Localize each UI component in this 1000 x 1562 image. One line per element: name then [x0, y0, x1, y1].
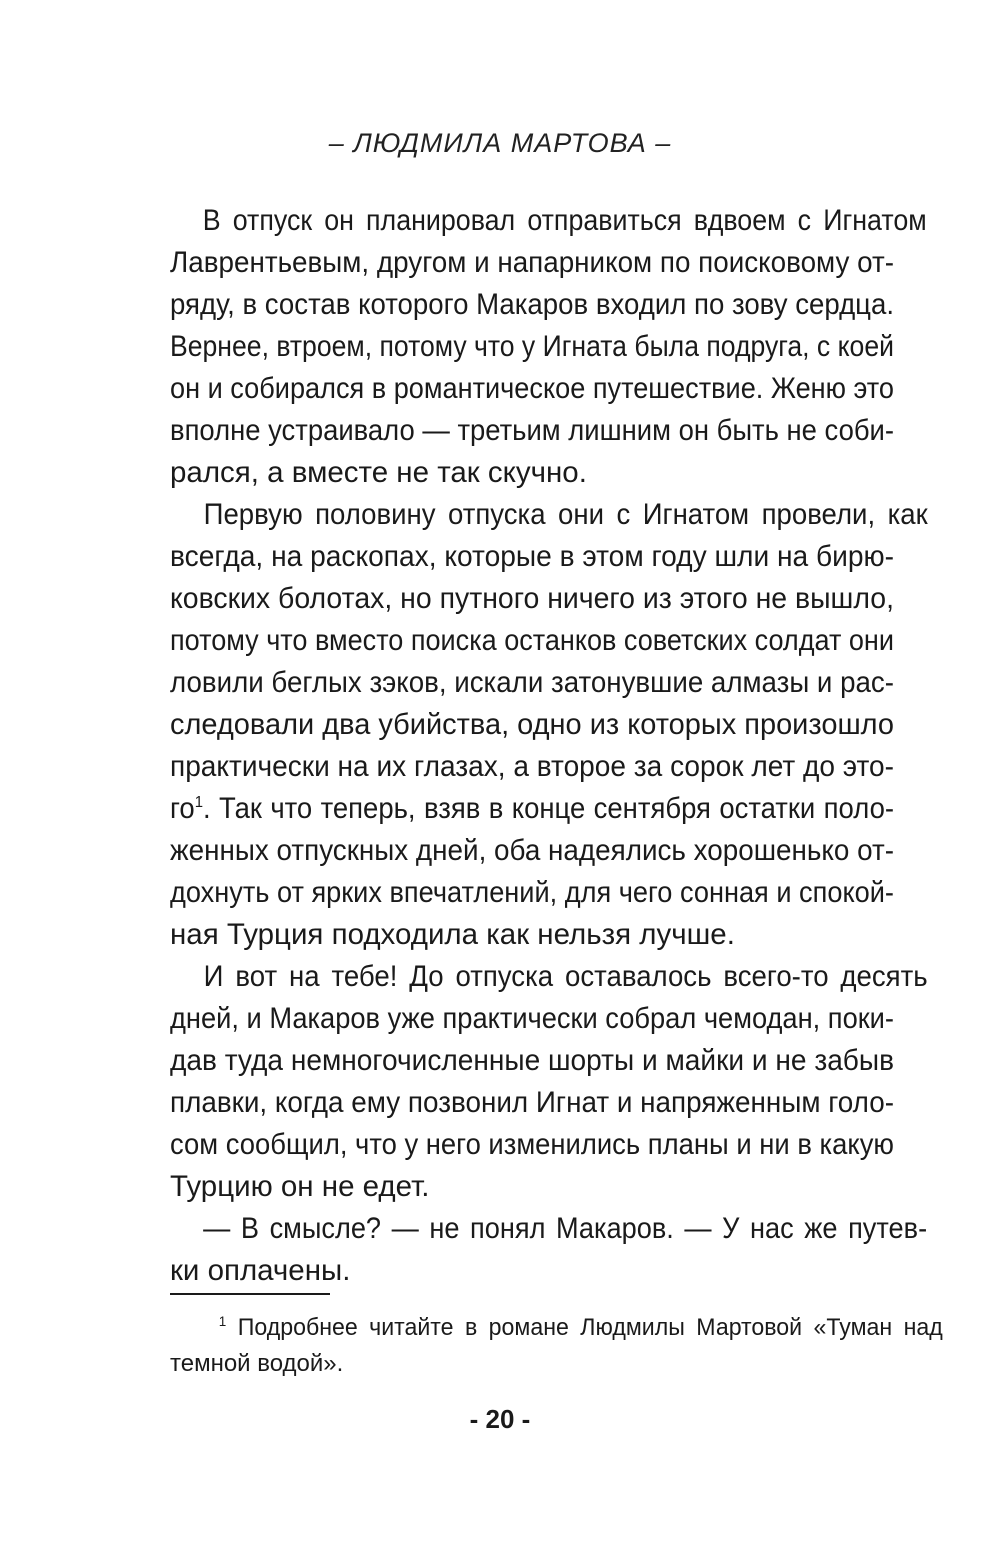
text-line: дав туда немногочисленные шорты и майки и не забыв: [170, 1044, 895, 1077]
text-line: дохнуть от ярких впечатлений, для чего сонная и спокой-: [170, 876, 894, 909]
text-line: дней, и Макаров уже практически собрал чемодан, поки-: [170, 1002, 894, 1035]
text-line: женных отпускных дней, оба надеялись хорошенько от-: [170, 834, 894, 867]
footnote-text: Подробнее читайте в романе Людмилы Мартовой «Туман над: [237, 1314, 943, 1341]
text-line: Турцию он не едет.: [170, 1170, 430, 1203]
text-line: практически на их глазах, а второе за сорок лет до это-: [170, 750, 894, 783]
body-text: [170, 200, 928, 1292]
text-line: он и собирался в романтическое путешествие. Женю это: [170, 372, 894, 405]
text-line: вполне устраивало — третьим лишним он быть не соби-: [170, 414, 895, 447]
text-line: Вернее, втроем, потому что у Игната была подруга, с коей: [170, 330, 894, 363]
text-line: плавки, когда ему позвонил Игнат и напряженным голо-: [170, 1086, 895, 1119]
page-number: - 20 -: [469, 1404, 531, 1434]
text-line: следовали два убийства, одно из которых произошло: [170, 708, 895, 741]
running-head: – ЛЮДМИЛА МАРТОВА –: [328, 128, 672, 158]
text-line: ная Турция подходила как нельзя лучше.: [170, 918, 735, 951]
text-line: — В смысле? — не понял Макаров. — У нас же путев-: [203, 1212, 928, 1245]
text-line: Лаврентьевым, другом и напарником по поисковому от-: [170, 246, 895, 279]
text-fragment: . Так что теперь, взяв в конце сентября остатки поло-: [203, 792, 895, 825]
footnote-reference[interactable]: 1: [194, 794, 204, 812]
footnote-divider: [170, 1293, 330, 1295]
footnote: [170, 1310, 943, 1382]
text-line: ковских болотах, но путного ничего из этого не вышло,: [170, 582, 895, 615]
text-line: ки оплачены.: [170, 1254, 351, 1287]
text-line: Первую половину отпуска они с Игнатом провели, как: [203, 498, 928, 531]
text-line: сом сообщил, что у него изменились планы и ни в какую: [170, 1128, 894, 1161]
text-line: ряду, в состав которого Макаров входил по зову сердца.: [170, 288, 895, 321]
text-line: В отпуск он планировал отправиться вдвоем с Игнатом: [202, 204, 927, 237]
text-fragment: го: [170, 792, 195, 825]
text-line: ловили беглых зэков, искали затонувшие алмазы и рас-: [170, 666, 894, 699]
footnote-line: [184, 1310, 943, 1346]
text-line: потому что вместо поиска останков советских солдат они: [170, 624, 894, 657]
footnote-marker: 1: [218, 1313, 227, 1329]
text-line: И вот на тебе! До отпуска оставалось всего-то десять: [203, 960, 928, 993]
footnote-line: темной водой».: [170, 1350, 344, 1377]
text-line: рался, а вместе не так скучно.: [170, 456, 587, 489]
text-line: всегда, на раскопах, которые в этом году шли на бирю-: [170, 540, 894, 573]
text-line: [170, 788, 894, 830]
